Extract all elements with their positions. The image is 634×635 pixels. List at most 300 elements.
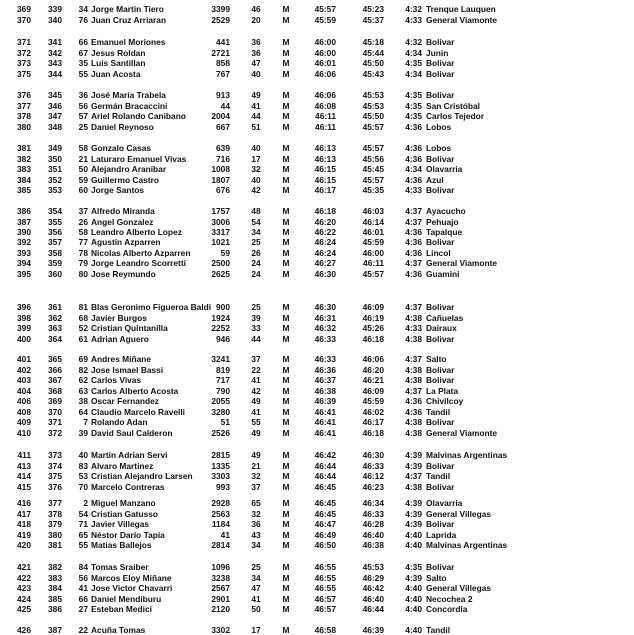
table-row (0, 175, 634, 185)
cell-cat-pos: 71 (78, 519, 88, 529)
cell-bib: 819 (216, 364, 230, 375)
cell-bib: 717 (216, 375, 230, 385)
cell-city: Azul (426, 174, 444, 185)
cell-city: General Villegas (426, 508, 492, 519)
cell-age: 41 (251, 375, 261, 385)
cell-age: 17 (251, 625, 261, 635)
table-row (0, 37, 634, 47)
cell-name: Cristian Gatusso (91, 508, 159, 519)
cell-city: General Viamonte (426, 258, 498, 268)
cell-pace: 4:39 (405, 519, 422, 529)
cell-age: 54 (251, 216, 261, 227)
cell-time: 46:39 (314, 396, 336, 406)
cell-sex: M (282, 268, 290, 279)
cell-cat-place: 387 (48, 625, 62, 635)
cell-sex: M (282, 625, 290, 635)
cell-cat-pos: 27 (78, 604, 88, 614)
cell-cat-place: 360 (48, 268, 62, 279)
cell-age: 37 (251, 481, 261, 492)
cell-place: 376 (17, 90, 31, 100)
cell-sex: M (282, 417, 290, 427)
cell-sex: M (282, 572, 290, 583)
cell-cat-place: 355 (48, 216, 62, 227)
cell-net-time: 46:12 (362, 471, 384, 481)
cell-age: 49 (251, 450, 261, 460)
cell-cat-place: 356 (48, 227, 62, 237)
cell-city: Bolivar (426, 37, 455, 47)
cell-sex: M (282, 227, 290, 237)
cell-pace: 4:36 (405, 406, 422, 417)
cell-city: La Plata (426, 385, 459, 396)
cell-city: Bolivar (426, 562, 455, 572)
cell-cat-place: 384 (48, 583, 62, 593)
cell-cat-place: 370 (48, 406, 62, 417)
table-row (0, 323, 634, 333)
cell-pace: 4:37 (405, 354, 422, 364)
cell-name: Jorge Leandro Scorretti (91, 258, 186, 268)
cell-cat-place: 364 (48, 333, 62, 344)
table-row (0, 164, 634, 174)
cell-city: San Cristóbal (426, 100, 480, 111)
cell-name: Gonzalo Casas (91, 143, 152, 153)
cell-bib: 2815 (211, 450, 230, 460)
cell-sex: M (282, 4, 290, 14)
cell-bib: 2625 (211, 268, 230, 279)
cell-age: 41 (251, 406, 261, 417)
cell-net-time: 46:18 (362, 427, 384, 438)
cell-pace: 4:32 (405, 37, 422, 47)
cell-place: 380 (17, 121, 31, 132)
cell-name: Carlos Alberto Acosta (91, 385, 179, 396)
cell-name: Guillermo Castro (91, 174, 159, 185)
cell-age: 47 (251, 58, 261, 68)
cell-pace: 4:33 (405, 185, 422, 195)
cell-name: Jose Victor Chavarri (91, 583, 173, 593)
cell-city: Olavarria (426, 164, 463, 174)
cell-place: 400 (17, 333, 31, 344)
cell-net-time: 45:23 (362, 4, 384, 14)
cell-pace: 4:37 (405, 206, 422, 216)
cell-bib: 59 (220, 247, 230, 258)
cell-net-time: 45:57 (362, 174, 384, 185)
table-row (0, 386, 634, 396)
cell-age: 25 (251, 237, 261, 247)
cell-city: Bolivar (426, 237, 455, 247)
table-row (0, 562, 634, 572)
cell-name: Marcelo Contreras (91, 481, 165, 492)
cell-place: 369 (17, 4, 31, 14)
cell-cat-place: 365 (48, 354, 62, 364)
cell-cat-place: 386 (48, 604, 62, 614)
cell-age: 47 (251, 583, 261, 593)
table-row (0, 185, 634, 195)
cell-place: 408 (17, 406, 31, 417)
cell-name: Javier Villegas (91, 519, 150, 529)
cell-pace: 4:36 (405, 143, 422, 153)
cell-net-time: 45:53 (362, 90, 384, 100)
cell-place: 418 (17, 519, 31, 529)
cell-cat-pos: 26 (78, 216, 88, 227)
cell-sex: M (282, 427, 290, 438)
cell-time: 46:41 (314, 427, 336, 438)
cell-time: 46:33 (314, 354, 336, 364)
cell-place: 375 (17, 68, 31, 79)
cell-age: 34 (251, 572, 261, 583)
cell-age: 33 (251, 323, 261, 333)
cell-age: 44 (251, 333, 261, 344)
cell-cat-pos: 70 (78, 481, 88, 492)
table-row (0, 450, 634, 460)
cell-time: 45:57 (314, 4, 336, 14)
cell-age: 32 (251, 471, 261, 481)
cell-city: Tandil (426, 471, 451, 481)
cell-place: 390 (17, 227, 31, 237)
cell-net-time: 46:39 (362, 625, 384, 635)
cell-cat-pos: 67 (78, 47, 88, 58)
cell-sex: M (282, 375, 290, 385)
cell-city: Bolivar (426, 460, 455, 471)
cell-cat-place: 344 (48, 68, 62, 79)
cell-time: 46:20 (314, 216, 336, 227)
cell-bib: 1184 (211, 519, 230, 529)
cell-pace: 4:39 (405, 450, 422, 460)
cell-place: 381 (17, 143, 31, 153)
cell-net-time: 46:03 (362, 206, 384, 216)
table-row (0, 573, 634, 583)
cell-net-time: 46:19 (362, 312, 384, 323)
cell-age: 48 (251, 206, 261, 216)
cell-sex: M (282, 58, 290, 68)
cell-cat-place: 383 (48, 572, 62, 583)
cell-bib: 1807 (211, 174, 230, 185)
cell-place: 384 (17, 174, 31, 185)
cell-sex: M (282, 593, 290, 604)
cell-net-time: 45:56 (362, 153, 384, 164)
cell-bib: 767 (216, 68, 230, 79)
cell-age: 36 (251, 519, 261, 529)
cell-time: 46:47 (314, 519, 336, 529)
cell-net-time: 46:18 (362, 333, 384, 344)
cell-cat-place: 373 (48, 450, 62, 460)
cell-pace: 4:34 (405, 47, 422, 58)
cell-pace: 4:40 (405, 604, 422, 614)
table-row (0, 498, 634, 508)
table-row (0, 122, 634, 132)
cell-cat-pos: 58 (78, 143, 88, 153)
cell-pace: 4:37 (405, 471, 422, 481)
cell-net-time: 46:38 (362, 540, 384, 550)
cell-sex: M (282, 258, 290, 268)
cell-time: 46:24 (314, 237, 336, 247)
cell-age: 32 (251, 164, 261, 174)
cell-time: 46:27 (314, 258, 336, 268)
cell-place: 383 (17, 164, 31, 174)
cell-sex: M (282, 174, 290, 185)
cell-cat-place: 359 (48, 258, 62, 268)
cell-city: Concordia (426, 604, 468, 614)
cell-time: 46:41 (314, 417, 336, 427)
cell-place: 422 (17, 572, 31, 583)
cell-cat-pos: 63 (78, 385, 88, 396)
cell-place: 402 (17, 364, 31, 375)
cell-time: 46:36 (314, 364, 336, 375)
cell-age: 40 (251, 68, 261, 79)
cell-age: 49 (251, 427, 261, 438)
cell-sex: M (282, 164, 290, 174)
cell-cat-place: 377 (48, 498, 62, 508)
cell-cat-place: 368 (48, 385, 62, 396)
cell-sex: M (282, 216, 290, 227)
table-row (0, 428, 634, 438)
cell-sex: M (282, 498, 290, 508)
cell-city: Ayacucho (426, 206, 466, 216)
cell-cat-pos: 78 (78, 247, 88, 258)
cell-cat-pos: 41 (78, 583, 88, 593)
cell-time: 46:57 (314, 604, 336, 614)
cell-time: 46:32 (314, 323, 336, 333)
cell-place: 385 (17, 185, 31, 195)
cell-net-time: 45:35 (362, 185, 384, 195)
cell-name: Javier Burgos (91, 312, 147, 323)
cell-name: Martin Adrian Servi (91, 450, 168, 460)
cell-sex: M (282, 100, 290, 111)
cell-pace: 4:36 (405, 153, 422, 164)
cell-city: Bolivar (426, 90, 455, 100)
cell-age: 42 (251, 385, 261, 396)
cell-cat-pos: 79 (78, 258, 88, 268)
cell-net-time: 45:45 (362, 164, 384, 174)
cell-city: Dairaux (426, 323, 457, 333)
cell-place: 398 (17, 312, 31, 323)
table-row (0, 227, 634, 237)
cell-city: Bolivar (426, 364, 455, 375)
cell-cat-pos: 62 (78, 375, 88, 385)
cell-age: 50 (251, 604, 261, 614)
cell-cat-place: 346 (48, 100, 62, 111)
cell-city: Tandil (426, 406, 451, 417)
table-row (0, 604, 634, 614)
cell-name: Blas Geronimo Figueroa Baldi (91, 302, 212, 312)
cell-time: 46:00 (314, 37, 336, 47)
cell-pace: 4:35 (405, 562, 422, 572)
cell-cat-place: 366 (48, 364, 62, 375)
cell-city: Tandil (426, 625, 451, 635)
cell-bib: 2120 (211, 604, 230, 614)
cell-cat-place: 340 (48, 14, 62, 25)
cell-city: Bolivar (426, 185, 455, 195)
cell-name: Emanuel Moriones (91, 37, 166, 47)
cell-cat-pos: 59 (78, 174, 88, 185)
cell-bib: 2563 (211, 508, 230, 519)
cell-sex: M (282, 247, 290, 258)
cell-city: Malvinas Argentinas (426, 450, 508, 460)
cell-bib: 676 (216, 185, 230, 195)
cell-city: Bolivar (426, 68, 455, 79)
cell-sex: M (282, 406, 290, 417)
cell-city: Bolivar (426, 153, 455, 164)
cell-time: 46:55 (314, 572, 336, 583)
cell-city: Bolivar (426, 375, 455, 385)
cell-place: 420 (17, 540, 31, 550)
cell-cat-pos: 7 (83, 417, 88, 427)
cell-pace: 4:37 (405, 302, 422, 312)
cell-cat-pos: 80 (78, 268, 88, 279)
cell-time: 46:58 (314, 625, 336, 635)
cell-bib: 1924 (211, 312, 230, 323)
cell-net-time: 45:43 (362, 68, 384, 79)
cell-name: Jose Reymundo (91, 268, 156, 279)
cell-cat-place: 350 (48, 153, 62, 164)
cell-name: Tomas Sraiber (91, 562, 149, 572)
cell-age: 43 (251, 529, 261, 540)
cell-city: Pehuajo (426, 216, 459, 227)
cell-net-time: 45:18 (362, 37, 384, 47)
cell-sex: M (282, 481, 290, 492)
cell-name: Germán Bracaccini (91, 100, 168, 111)
cell-pace: 4:38 (405, 427, 422, 438)
cell-sex: M (282, 153, 290, 164)
cell-pace: 4:40 (405, 625, 422, 635)
cell-name: Jorge Santos (91, 185, 145, 195)
cell-pace: 4:37 (405, 216, 422, 227)
cell-place: 372 (17, 47, 31, 58)
cell-time: 46:01 (314, 58, 336, 68)
cell-place: 406 (17, 396, 31, 406)
cell-pace: 4:38 (405, 312, 422, 323)
cell-age: 26 (251, 247, 261, 258)
cell-place: 425 (17, 604, 31, 614)
cell-city: Lobos (426, 121, 452, 132)
cell-pace: 4:39 (405, 498, 422, 508)
cell-pace: 4:35 (405, 58, 422, 68)
cell-pace: 4:38 (405, 364, 422, 375)
cell-cat-pos: 69 (78, 354, 88, 364)
cell-age: 25 (251, 302, 261, 312)
cell-city: Bolivar (426, 481, 455, 492)
cell-age: 24 (251, 268, 261, 279)
cell-cat-pos: 40 (78, 450, 88, 460)
cell-name: Cristian Alejandro Larsen (91, 471, 193, 481)
cell-place: 386 (17, 206, 31, 216)
cell-cat-place: 348 (48, 121, 62, 132)
cell-cat-pos: 25 (78, 121, 88, 132)
cell-pace: 4:38 (405, 375, 422, 385)
cell-name: Miguel Manzano (91, 498, 156, 508)
table-row (0, 407, 634, 417)
cell-age: 20 (251, 14, 261, 25)
cell-city: General Villegas (426, 583, 492, 593)
cell-city: Bolivar (426, 417, 455, 427)
cell-net-time: 45:37 (362, 14, 384, 25)
table-row (0, 101, 634, 111)
cell-place: 404 (17, 385, 31, 396)
cell-place: 373 (17, 58, 31, 68)
cell-name: Alejandro Aranibar (91, 164, 167, 174)
cell-time: 46:15 (314, 164, 336, 174)
cell-pace: 4:40 (405, 540, 422, 550)
cell-city: Malvinas Argentinas (426, 540, 508, 550)
cell-cat-pos: 38 (78, 396, 88, 406)
cell-sex: M (282, 143, 290, 153)
cell-age: 55 (251, 417, 261, 427)
cell-cat-pos: 55 (78, 540, 88, 550)
cell-sex: M (282, 385, 290, 396)
cell-place: 416 (17, 498, 31, 508)
cell-net-time: 46:42 (362, 583, 384, 593)
table-row (0, 217, 634, 227)
cell-time: 46:45 (314, 498, 336, 508)
cell-age: 44 (251, 111, 261, 121)
cell-cat-place: 382 (48, 562, 62, 572)
cell-name: Néstor Darío Tapia (91, 529, 165, 540)
cell-name: Jose Ismael Bassi (91, 364, 164, 375)
cell-sex: M (282, 90, 290, 100)
cell-net-time: 46:40 (362, 529, 384, 540)
cell-city: Bolivar (426, 333, 455, 344)
cell-cat-place: 380 (48, 529, 62, 540)
cell-place: 414 (17, 471, 31, 481)
cell-cat-pos: 39 (78, 427, 88, 438)
cell-net-time: 46:33 (362, 508, 384, 519)
cell-time: 46:06 (314, 90, 336, 100)
cell-net-time: 46:23 (362, 481, 384, 492)
cell-net-time: 46:02 (362, 406, 384, 417)
cell-name: Ariel Rolando Canibano (91, 111, 186, 121)
cell-sex: M (282, 471, 290, 481)
cell-place: 419 (17, 529, 31, 540)
cell-bib: 667 (216, 121, 230, 132)
cell-net-time: 45:50 (362, 111, 384, 121)
cell-city: General Viamonte (426, 14, 498, 25)
cell-city: General Viamonte (426, 427, 498, 438)
table-row (0, 396, 634, 406)
cell-sex: M (282, 540, 290, 550)
cell-time: 46:00 (314, 47, 336, 58)
cell-name: Daniel Reynoso (91, 121, 154, 132)
cell-city: Salto (426, 354, 447, 364)
cell-pace: 4:34 (405, 68, 422, 79)
cell-net-time: 46:01 (362, 227, 384, 237)
cell-net-time: 46:09 (362, 302, 384, 312)
cell-place: 424 (17, 593, 31, 604)
cell-cat-pos: 58 (78, 227, 88, 237)
cell-cat-place: 342 (48, 47, 62, 58)
table-row (0, 461, 634, 471)
cell-cat-pos: 22 (78, 625, 88, 635)
cell-time: 46:41 (314, 406, 336, 417)
cell-net-time: 45:57 (362, 121, 384, 132)
cell-place: 371 (17, 37, 31, 47)
cell-cat-place: 369 (48, 396, 62, 406)
table-row (0, 269, 634, 279)
cell-city: Carlos Tejedor (426, 111, 485, 121)
cell-cat-place: 372 (48, 427, 62, 438)
table-row (0, 375, 634, 385)
cell-place: 396 (17, 302, 31, 312)
cell-net-time: 46:20 (362, 364, 384, 375)
cell-age: 17 (251, 153, 261, 164)
cell-sex: M (282, 450, 290, 460)
cell-time: 46:11 (315, 121, 336, 132)
cell-cat-place: 347 (48, 111, 62, 121)
cell-bib: 790 (216, 385, 230, 396)
cell-time: 46:45 (314, 481, 336, 492)
cell-age: 22 (251, 364, 261, 375)
cell-city: Bolivar (426, 302, 455, 312)
table-row (0, 154, 634, 164)
cell-sex: M (282, 354, 290, 364)
table-row (0, 206, 634, 216)
